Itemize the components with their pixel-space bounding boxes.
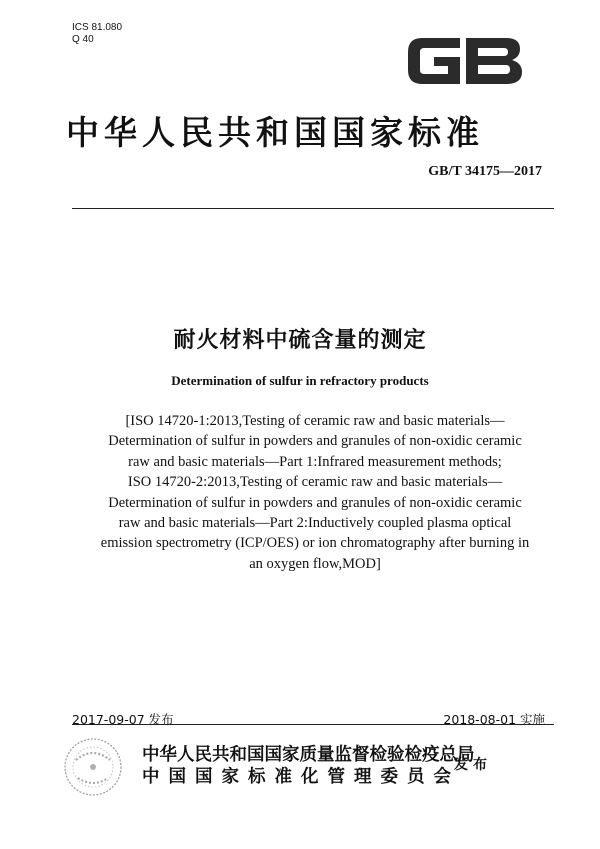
equivalence-line: an oxygen flow,MOD] <box>249 555 381 572</box>
issuing-authorities <box>142 744 475 788</box>
implementation-date: 2018-08-01 实施 <box>443 712 545 727</box>
equivalence-line: Determination of sulfur in powders and granules of non-oxidic ceramic <box>108 494 522 511</box>
national-standard-title: 中华人民共和国国家标准 <box>66 113 484 152</box>
equivalence-line: ISO 14720-2:2013,Testing of ceramic raw and basic materials— <box>127 474 503 491</box>
equivalence-line: raw and basic materials—Part 2:Inductively coupled plasma optical <box>118 515 512 532</box>
official-seal-stamp <box>62 736 124 798</box>
issuer-aqsiq: 中华人民共和国国家质量监督检验检疫总局 <box>142 745 475 765</box>
issue-date: 2017-09-07 发布 <box>72 712 174 727</box>
publish-label: 发布 <box>454 757 492 773</box>
classification-codes <box>72 22 122 46</box>
ics-code: ICS 81.080 <box>72 22 123 33</box>
document-title-chinese: 耐火材料中硫含量的测定 <box>173 328 427 353</box>
issuer-sac: 中国国家标准化管理委员会 <box>142 767 460 787</box>
equivalence-line: raw and basic materials—Part 1:Infrared measurement methods; <box>128 453 502 470</box>
equivalence-line: emission spectrometry (ICP/OES) or ion chromatography after burning in <box>100 535 530 552</box>
equivalence-line: Determination of sulfur in powders and granules of non-oxidic ceramic <box>108 433 522 450</box>
gb-logo <box>404 30 526 92</box>
footer-divider <box>72 724 554 725</box>
standard-number: GB/T 34175—2017 <box>428 164 542 179</box>
ccs-code: Q 40 <box>72 34 94 45</box>
document-title-english: Determination of sulfur in refractory products <box>171 373 429 388</box>
equivalence-line: [ISO 14720-1:2013,Testing of ceramic raw and basic materials— <box>125 413 505 429</box>
international-standard-equivalence <box>90 411 540 574</box>
header-divider <box>72 208 554 209</box>
